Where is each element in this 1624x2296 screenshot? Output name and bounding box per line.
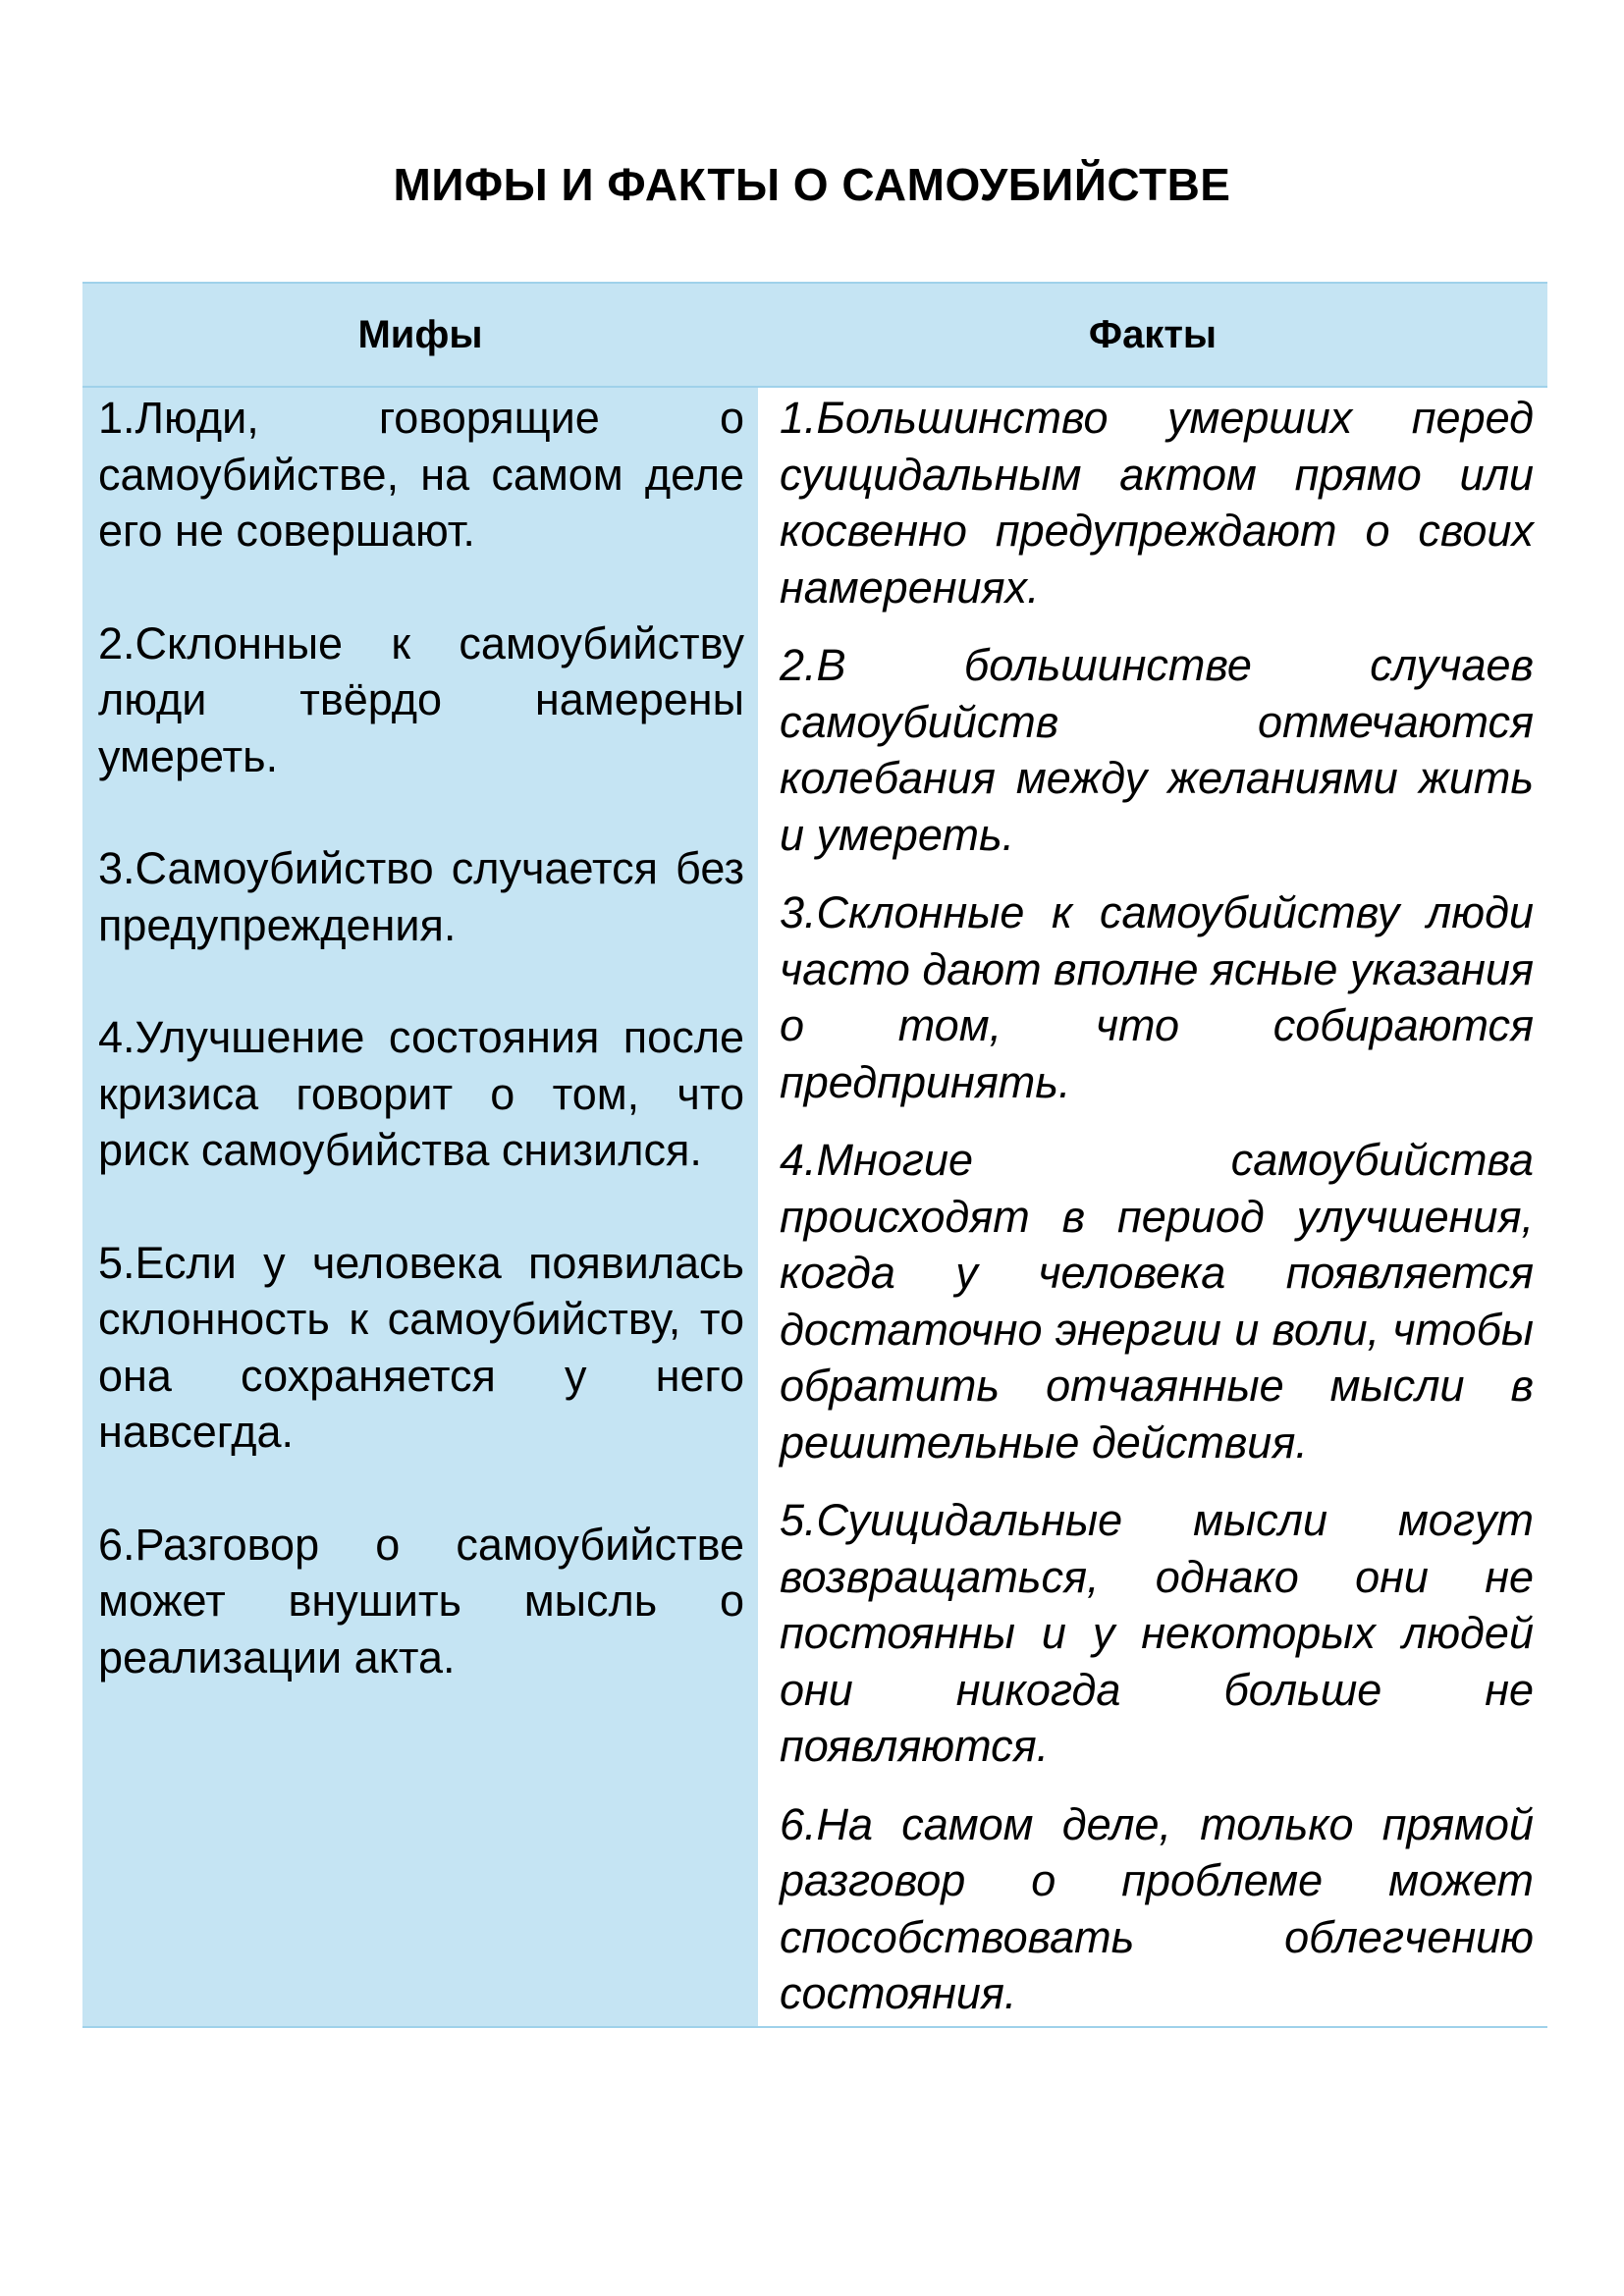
fact-item-6: 6.На самом деле, только прямой разговор о проблеме может способствовать облегчению состояния. bbox=[780, 1798, 1534, 2018]
myth-item-5: 5.Если у человека появилась склонность к самоубийству, то она сохраняется у него навсегда. bbox=[98, 1237, 744, 1457]
table-body-row bbox=[82, 388, 1547, 2026]
myths-column-header: Мифы bbox=[357, 312, 483, 356]
myth-item-2: 2.Склонные к самоубийству люди твёрдо намерены умереть. bbox=[98, 617, 744, 781]
fact-item-3: 3.Склонные к самоубийству люди часто дают вполне ясные указания о том, что собираются предпринять. bbox=[780, 887, 1535, 1107]
fact-item-1: 1.Большинство умерших перед суицидальным актом прямо или косвенно предупреждают о своих намерениях. bbox=[780, 393, 1534, 613]
myths-column bbox=[82, 388, 758, 2026]
facts-column bbox=[758, 388, 1547, 2026]
myth-item-4: 4.Улучшение состояния после кризиса говорит о том, что риск самоубийства снизился. bbox=[98, 1012, 744, 1175]
myth-item-3: 3.Самоубийство случается без предупреждения. bbox=[98, 843, 744, 950]
page-title: МИФЫ И ФАКТЫ О САМОУБИЙСТВЕ bbox=[393, 159, 1231, 210]
fact-item-5: 5.Суицидальные мысли могут возвращаться, однако они не постоянны и у некоторых людей они никогда больше не появляются. bbox=[780, 1495, 1534, 1771]
fact-item-4: 4.Многие самоубийства происходят в период улучшения, когда у человека появляется достаточно энергии и воли, чтобы обратить отчаянные мысли в решительные действия. bbox=[780, 1135, 1534, 1468]
myths-facts-table bbox=[82, 282, 1547, 2028]
myth-item-1: 1.Люди, говорящие о самоубийстве, на самом деле его не совершают. bbox=[98, 393, 744, 556]
table-header-row bbox=[82, 284, 1547, 388]
fact-item-2: 2.В большинстве случаев самоубийств отмечаются колебания между желаниями жить и умереть. bbox=[780, 640, 1534, 860]
myth-item-6: 6.Разговор о самоубийстве может внушить мысль о реализации акта. bbox=[98, 1519, 744, 1682]
facts-column-header: Факты bbox=[1088, 312, 1218, 356]
